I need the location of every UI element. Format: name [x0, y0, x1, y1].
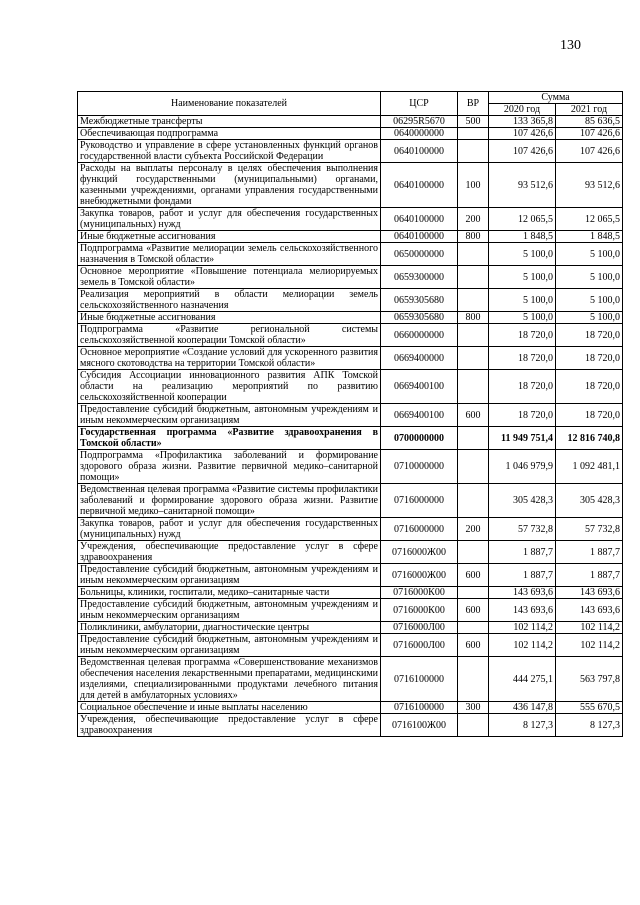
row-name-cell: Основное мероприятие «Повышение потенциала мелиорируемых земель в Томской области»	[78, 266, 381, 289]
row-name-cell: Подпрограмма «Развитие региональной системы сельскохозяйственной кооперации Томской области»	[78, 324, 381, 347]
row-2021-cell: 1 887,7	[556, 564, 623, 587]
row-csr-cell: 0659305680	[381, 289, 458, 312]
row-2020-cell: 1 887,7	[489, 564, 556, 587]
header-vr: ВР	[458, 92, 489, 116]
row-name-cell: Предоставление субсидий бюджетным, автономным учреждениям и иным некоммерческим организациям	[78, 599, 381, 622]
row-2021-cell: 18 720,0	[556, 347, 623, 370]
row-vr-cell	[458, 622, 489, 634]
row-2020-cell: 18 720,0	[489, 347, 556, 370]
row-2021-cell: 18 720,0	[556, 370, 623, 404]
row-csr-cell: 0700000000	[381, 427, 458, 450]
row-2020-cell: 1 848,5	[489, 231, 556, 243]
row-2020-cell: 18 720,0	[489, 404, 556, 427]
row-name-cell: Межбюджетные трансферты	[78, 116, 381, 128]
table-row	[78, 163, 623, 208]
row-name-cell: Ведомственная целевая программа «Развитие системы профилактики заболеваний и формирование здорового образа жизни. Развитие первичной медико–санитарной помощи»	[78, 484, 381, 518]
row-2021-cell: 107 426,6	[556, 140, 623, 163]
row-csr-cell: 0660000000	[381, 324, 458, 347]
row-2021-cell: 1 887,7	[556, 541, 623, 564]
row-vr-cell	[458, 289, 489, 312]
row-2020-cell: 5 100,0	[489, 243, 556, 266]
row-2021-cell: 1 848,5	[556, 231, 623, 243]
row-vr-cell	[458, 484, 489, 518]
row-csr-cell: 0659300000	[381, 266, 458, 289]
table-row	[78, 404, 623, 427]
row-2021-cell: 143 693,6	[556, 599, 623, 622]
row-vr-cell	[458, 714, 489, 737]
table-row	[78, 140, 623, 163]
row-csr-cell: 0716000000	[381, 484, 458, 518]
row-2021-cell: 102 114,2	[556, 634, 623, 657]
row-csr-cell: 0640100000	[381, 140, 458, 163]
row-csr-cell: 0716000Ж00	[381, 564, 458, 587]
row-2020-cell: 5 100,0	[489, 266, 556, 289]
row-name-cell: Предоставление субсидий бюджетным, автономным учреждениям и иным некоммерческим организациям	[78, 634, 381, 657]
table-row	[78, 714, 623, 737]
row-2020-cell: 5 100,0	[489, 312, 556, 324]
row-2021-cell: 143 693,6	[556, 587, 623, 599]
row-2021-cell: 12 816 740,8	[556, 427, 623, 450]
header-name: Наименование показателей	[78, 92, 381, 116]
row-vr-cell: 600	[458, 634, 489, 657]
row-csr-cell: 0716000Ж00	[381, 541, 458, 564]
row-2021-cell: 8 127,3	[556, 714, 623, 737]
row-2020-cell: 133 365,8	[489, 116, 556, 128]
row-2021-cell: 555 670,5	[556, 702, 623, 714]
table-row	[78, 587, 623, 599]
table-row	[78, 324, 623, 347]
table-row	[78, 128, 623, 140]
table-row	[78, 243, 623, 266]
table-row	[78, 564, 623, 587]
row-name-cell: Подпрограмма «Развитие мелиорации земель сельскохозяйственного назначения в Томской области»	[78, 243, 381, 266]
row-vr-cell	[458, 140, 489, 163]
row-vr-cell	[458, 243, 489, 266]
table-row	[78, 702, 623, 714]
row-csr-cell: 0659305680	[381, 312, 458, 324]
row-name-cell: Основное мероприятие «Создание условий для ускоренного развития мясного скотоводства на территории Томской области»	[78, 347, 381, 370]
table-row	[78, 208, 623, 231]
row-2020-cell: 305 428,3	[489, 484, 556, 518]
row-2020-cell: 12 065,5	[489, 208, 556, 231]
header-year-2020: 2020 год	[489, 104, 556, 116]
row-2021-cell: 305 428,3	[556, 484, 623, 518]
row-name-cell: Подпрограмма «Профилактика заболеваний и формирование здорового образа жизни. Развитие первичной медико–санитарной помощи»	[78, 450, 381, 484]
row-csr-cell: 0640100000	[381, 231, 458, 243]
row-name-cell: Обеспечивающая подпрограмма	[78, 128, 381, 140]
table-row	[78, 484, 623, 518]
row-csr-cell: 0669400100	[381, 404, 458, 427]
row-name-cell: Ведомственная целевая программа «Совершенствование механизмов обеспечения населения лекарственными препаратами, медицинскими изделиями, специализированными продуктами лечебного питания для детей в амбулаторных условиях»	[78, 657, 381, 702]
row-csr-cell: 0716100Ж00	[381, 714, 458, 737]
header-sum: Сумма	[489, 92, 623, 104]
table-header	[78, 92, 623, 116]
row-name-cell: Закупка товаров, работ и услуг для обеспечения государственных (муниципальных) нужд	[78, 208, 381, 231]
table-row	[78, 450, 623, 484]
table-row	[78, 599, 623, 622]
row-name-cell: Больницы, клиники, госпитали, медико–санитарные части	[78, 587, 381, 599]
budget-table	[77, 91, 623, 737]
row-2021-cell: 57 732,8	[556, 518, 623, 541]
row-vr-cell: 600	[458, 599, 489, 622]
row-vr-cell	[458, 587, 489, 599]
row-2021-cell: 5 100,0	[556, 243, 623, 266]
row-vr-cell	[458, 450, 489, 484]
table-row	[78, 657, 623, 702]
row-vr-cell	[458, 370, 489, 404]
row-2021-cell: 5 100,0	[556, 266, 623, 289]
row-2021-cell: 102 114,2	[556, 622, 623, 634]
row-2021-cell: 1 092 481,1	[556, 450, 623, 484]
row-2020-cell: 18 720,0	[489, 370, 556, 404]
row-vr-cell: 200	[458, 208, 489, 231]
header-csr: ЦСР	[381, 92, 458, 116]
row-name-cell: Предоставление субсидий бюджетным, автономным учреждениям и иным некоммерческим организациям	[78, 404, 381, 427]
row-vr-cell	[458, 541, 489, 564]
row-2020-cell: 444 275,1	[489, 657, 556, 702]
row-name-cell: Социальное обеспечение и иные выплаты населению	[78, 702, 381, 714]
table-row	[78, 116, 623, 128]
table-row	[78, 231, 623, 243]
row-name-cell: Предоставление субсидий бюджетным, автономным учреждениям и иным некоммерческим организациям	[78, 564, 381, 587]
row-vr-cell	[458, 324, 489, 347]
row-name-cell: Иные бюджетные ассигнования	[78, 312, 381, 324]
table-row	[78, 427, 623, 450]
row-2021-cell: 563 797,8	[556, 657, 623, 702]
row-2020-cell: 5 100,0	[489, 289, 556, 312]
row-csr-cell: 0716100000	[381, 702, 458, 714]
table-row	[78, 634, 623, 657]
row-csr-cell: 0669400000	[381, 347, 458, 370]
row-vr-cell	[458, 347, 489, 370]
row-2020-cell: 57 732,8	[489, 518, 556, 541]
row-2020-cell: 8 127,3	[489, 714, 556, 737]
table-row	[78, 370, 623, 404]
table-row	[78, 266, 623, 289]
row-name-cell: Субсидия Ассоциации инновационного развития АПК Томской области на реализацию мероприятий по развитию сельскохозяйственной кооперации	[78, 370, 381, 404]
row-name-cell: Закупка товаров, работ и услуг для обеспечения государственных (муниципальных) нужд	[78, 518, 381, 541]
row-2020-cell: 93 512,6	[489, 163, 556, 208]
row-csr-cell: 0716000К00	[381, 587, 458, 599]
row-2020-cell: 436 147,8	[489, 702, 556, 714]
row-name-cell: Иные бюджетные ассигнования	[78, 231, 381, 243]
row-vr-cell	[458, 266, 489, 289]
row-csr-cell: 0716000Л00	[381, 622, 458, 634]
row-name-cell: Реализация мероприятий в области мелиорации земель сельскохозяйственного назначения	[78, 289, 381, 312]
row-2020-cell: 1 887,7	[489, 541, 556, 564]
table-row	[78, 289, 623, 312]
row-name-cell: Учреждения, обеспечивающие предоставление услуг в сфере здравоохранения	[78, 541, 381, 564]
row-vr-cell: 300	[458, 702, 489, 714]
row-2020-cell: 18 720,0	[489, 324, 556, 347]
row-2021-cell: 12 065,5	[556, 208, 623, 231]
row-vr-cell	[458, 657, 489, 702]
row-vr-cell: 200	[458, 518, 489, 541]
page-number: 130	[560, 38, 581, 53]
row-csr-cell: 0669400100	[381, 370, 458, 404]
row-2021-cell: 93 512,6	[556, 163, 623, 208]
row-vr-cell: 500	[458, 116, 489, 128]
row-csr-cell: 06295R5670	[381, 116, 458, 128]
row-2020-cell: 1 046 979,9	[489, 450, 556, 484]
row-vr-cell: 600	[458, 564, 489, 587]
row-2020-cell: 107 426,6	[489, 140, 556, 163]
table-row	[78, 312, 623, 324]
row-2020-cell: 102 114,2	[489, 622, 556, 634]
row-csr-cell: 0640100000	[381, 163, 458, 208]
row-csr-cell: 0716000000	[381, 518, 458, 541]
row-name-cell: Учреждения, обеспечивающие предоставление услуг в сфере здравоохранения	[78, 714, 381, 737]
row-csr-cell: 0640100000	[381, 208, 458, 231]
row-2021-cell: 18 720,0	[556, 404, 623, 427]
row-csr-cell: 0710000000	[381, 450, 458, 484]
table-row	[78, 347, 623, 370]
row-2020-cell: 102 114,2	[489, 634, 556, 657]
table-row	[78, 518, 623, 541]
row-csr-cell: 0716100000	[381, 657, 458, 702]
row-2020-cell: 143 693,6	[489, 599, 556, 622]
row-2020-cell: 143 693,6	[489, 587, 556, 599]
row-2021-cell: 5 100,0	[556, 289, 623, 312]
row-2021-cell: 107 426,6	[556, 128, 623, 140]
row-2020-cell: 11 949 751,4	[489, 427, 556, 450]
row-vr-cell	[458, 128, 489, 140]
row-csr-cell: 0716000К00	[381, 599, 458, 622]
row-2021-cell: 18 720,0	[556, 324, 623, 347]
row-name-cell: Поликлиники, амбулатории, диагностические центры	[78, 622, 381, 634]
row-csr-cell: 0716000Л00	[381, 634, 458, 657]
row-vr-cell: 800	[458, 312, 489, 324]
row-2021-cell: 85 636,5	[556, 116, 623, 128]
row-name-cell: Государственная программа «Развитие здравоохранения в Томской области»	[78, 427, 381, 450]
row-name-cell: Руководство и управление в сфере установленных функций органов государственной власти субъекта Российской Федерации	[78, 140, 381, 163]
header-year-2021: 2021 год	[556, 104, 623, 116]
table-row	[78, 541, 623, 564]
row-2021-cell: 5 100,0	[556, 312, 623, 324]
row-vr-cell: 100	[458, 163, 489, 208]
row-2020-cell: 107 426,6	[489, 128, 556, 140]
row-vr-cell: 600	[458, 404, 489, 427]
table-body	[78, 116, 623, 737]
table-row	[78, 622, 623, 634]
row-csr-cell: 0640000000	[381, 128, 458, 140]
row-vr-cell	[458, 427, 489, 450]
row-vr-cell: 800	[458, 231, 489, 243]
row-name-cell: Расходы на выплаты персоналу в целях обеспечения выполнения функций государственными (муниципальными) органами, казенными учреждениями, органами управления государственными внебюджетными фондами	[78, 163, 381, 208]
row-csr-cell: 0650000000	[381, 243, 458, 266]
